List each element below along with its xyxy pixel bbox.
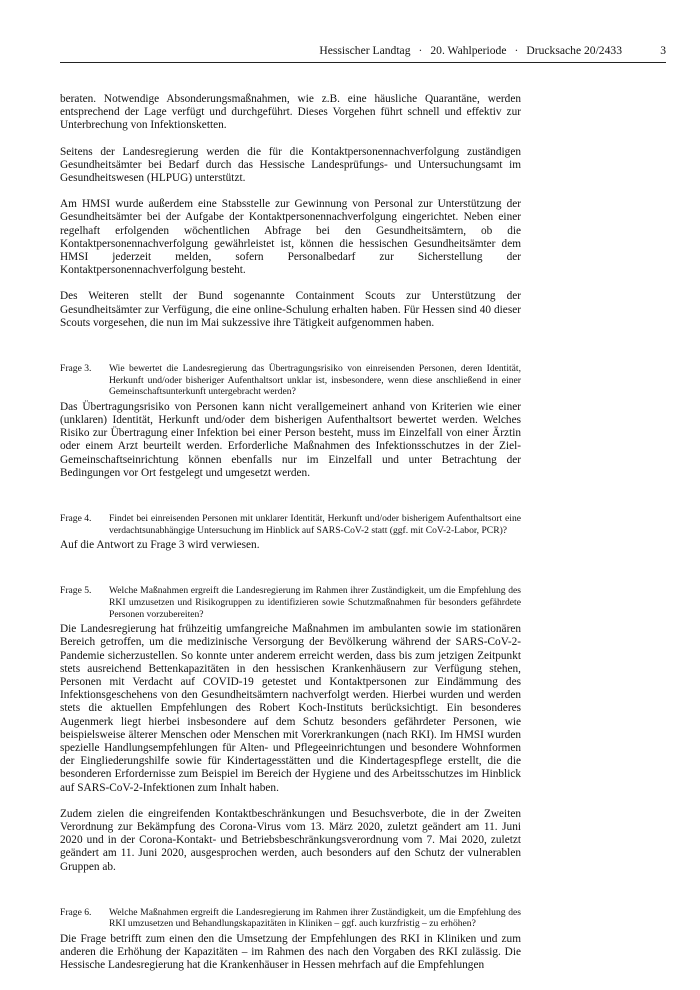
- answer-paragraph: Das Übertragungsrisiko von Personen kann nicht verallgemeinert anhand von Kriterien wie einer (unklaren) Identität, Herkunft und/oder dem bisherigen Aufenthaltsort bewertet werden. Welches Risiko zur Übertragung einer Infektion bei einer Person besteht, muss im Einzelfall von einer Ärztin oder einem Arzt beurteilt werden. Erforderliche Maßnahmen des Infektionsschutzes in der Ziel-Gemeinschaftseinrichtung können ebenfalls nur im Einzelfall und unter Betrachtung der Bedingungen vor Ort festgelegt und umgesetzt werden.: [60, 400, 521, 479]
- document-body: [60, 93, 521, 973]
- question-6: [60, 907, 521, 930]
- page-header: [60, 44, 666, 63]
- page-number: 3: [660, 44, 666, 57]
- paragraph: Des Weiteren stellt der Bund sogenannte Containment Scouts zur Unterstützung der Gesundheitsämter zur Verfügung, die eine online-Schulung erhalten haben. Für Hessen sind 40 dieser Scouts vorgesehen, die nun im Mai sukzessive ihre Tätigkeit aufgenommen haben.: [60, 290, 521, 329]
- question-5: [60, 585, 521, 620]
- answer-paragraph: Auf die Antwort zu Frage 3 wird verwiesen.: [60, 539, 260, 552]
- header-period: 20. Wahlperiode: [430, 44, 507, 57]
- question-label: Frage 4.: [60, 513, 92, 525]
- question-text: Findet bei einreisenden Personen mit unklarer Identität, Herkunft und/oder bisherigem Aufenthaltsort eine verdachtsunabhängige Untersuchung im Hinblick auf SARS-CoV-2 statt (ggf. mit CoV-2-Labor, PCR)?: [109, 513, 521, 536]
- header-separator: ·: [418, 44, 423, 57]
- header-publisher: Hessischer Landtag: [319, 44, 411, 57]
- header-document-number: Drucksache 20/2433: [526, 44, 622, 57]
- question-label: Frage 5.: [60, 585, 92, 597]
- answer-paragraph: Die Frage betrifft zum einen den die Umsetzung der Empfehlungen des RKI in Kliniken und zum anderen die Erhöhung der Kapazitäten – im Rahmen des nach den Vorgaben des RKI zulässig. Die Hessische Landesregierung hat die Krankenhäuser in Hessen mehrfach auf die Empfehlungen: [60, 933, 521, 972]
- question-4: [60, 513, 521, 536]
- answer-paragraph: Zudem zielen die eingreifenden Kontaktbeschränkungen und Besuchsverbote, die in der Zweiten Verordnung zur Bekämpfung des Corona-Virus vom 13. März 2020, zuletzt geändert am 11. Juni 2020 und in der Corona-Kontakt- und Betriebsbeschränkungsverordnung vom 7. Mai 2020, zuletzt geändert am 11. Juni 2020, ausgesprochen werden, auch besonders auf den Schutz der vulnerablen Gruppen ab.: [60, 807, 521, 873]
- paragraph: beraten. Notwendige Absonderungsmaßnahmen, wie z.B. eine häusliche Quarantäne, werden entsprechend der Lage verfügt und durchgeführt. Dieses Vorgehen führt schnell und effektiv zur Unterbrechung von Infektionsketten.: [60, 93, 521, 132]
- question-label: Frage 6.: [60, 906, 92, 918]
- question-text: Welche Maßnahmen ergreift die Landesregierung im Rahmen ihrer Zuständigkeit, um die Empfehlung des RKI umzusetzen und Behandlungskapazitäten in Kliniken – ggf. auch kurzfristig – zu erhöhen?: [109, 906, 521, 930]
- running-header: [319, 44, 622, 58]
- paragraph: Seitens der Landesregierung werden die für die Kontaktpersonennachverfolgung zuständigen Gesundheitsämter bei Bedarf durch das Hessische Landesprüfungs- und Untersuchungsamt im Gesundheitswesen (HLPUG) unterstützt.: [60, 145, 521, 185]
- header-separator: ·: [514, 44, 519, 57]
- question-3: [60, 363, 521, 398]
- question-text: Wie bewertet die Landesregierung das Übertragungsrisiko von einreisenden Personen, deren Identität, Herkunft und/oder bisheriger Aufenthaltsort unklar ist, insbesondere, wenn diese anschließend in einer Gemeinschaftsunterkunft untergebracht werden?: [109, 363, 521, 398]
- answer-paragraph: Die Landesregierung hat frühzeitig umfangreiche Maßnahmen im ambulanten sowie im stationären Bereich getroffen, um die medizinische Versorgung der Bevölkerung während der SARS-CoV-2-Pandemie sicherzustellen. So konnte unter anderem erreicht werden, dass bis zum jetzigen Zeitpunkt stets ausreichend Bettenkapazitäten in den hessischen Krankenhäusern zur Verfügung stehen, Personen mit Verdacht auf COVID-19 getestet und Kontaktpersonen zur Eindämmung des Infektionsgeschehens von den Gesundheitsämtern nachverfolgt werden. Hierbei wurden und werden stets die aktuellen Empfehlungen des Robert Koch-Instituts berücksichtigt. Ein besonderes Augenmerk liegt hierbei insbesondere auf dem Schutz besonders gefährdeter Personen, wie beispielsweise älterer Menschen oder Menschen mit Vorerkrankungen (nach RKI). Im HMSI wurden spezielle Handlungsempfehlungen für Alten- und Pflegeeinrichtungen und besondere Wohnformen der Eingliederungshilfe sowie für Kindertagesstätten und die Kindertagespflege erstellt, die die besonderen Erfordernisse zum Beispiel im Bereich der Hygiene und des Arbeitsschutzes im Hinblick auf SARS-CoV-2-Infektionen zum Inhalt haben.: [60, 623, 521, 794]
- question-label: Frage 3.: [60, 363, 92, 375]
- question-text: Welche Maßnahmen ergreift die Landesregierung im Rahmen ihrer Zuständigkeit, um die Empfehlung des RKI umzusetzen und Risikogruppen zu identifizieren sowie Schutzmaßnahmen für besonders gefährdete Personen vorzubereiten?: [109, 585, 521, 620]
- paragraph: Am HMSI wurde außerdem eine Stabsstelle zur Gewinnung von Personal zur Unterstützung der Gesundheitsämter bei der Aufgabe der Kontaktpersonennachverfolgung eingerichtet. Neben einer regelhaft erfolgenden wöchentlichen Abfrage bei den Gesundheitsämtern, ob die Kontaktpersonennachverfolgung gewährleistet ist, können die hessischen Gesundheitsämter dem HMSI jederzeit melden, sofern Personalbedarf zur Sicherstellung der Kontaktpersonennachverfolgung besteht.: [60, 198, 521, 277]
